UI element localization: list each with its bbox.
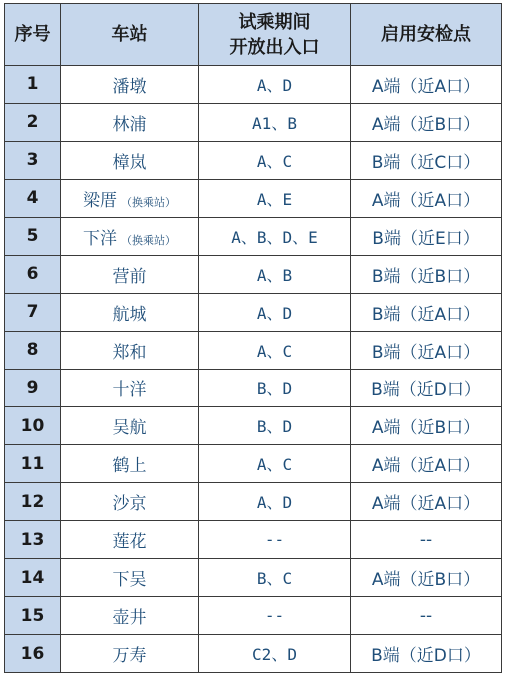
security-cell: B端（近D口） xyxy=(351,369,502,407)
station-cell xyxy=(61,141,199,179)
station-name: 吴航 xyxy=(112,418,147,439)
entrances-cell: B、D xyxy=(199,407,351,445)
row-index: 11 xyxy=(5,445,61,483)
station-cell xyxy=(61,66,199,104)
station-name: 郑和 xyxy=(112,342,147,363)
row-index: 4 xyxy=(5,179,61,217)
row-index: 2 xyxy=(5,103,61,141)
station-cell xyxy=(61,597,199,635)
security-cell: A端（近A口） xyxy=(351,66,502,104)
row-index: 6 xyxy=(5,255,61,293)
table-row xyxy=(5,217,502,255)
station-name: 十洋 xyxy=(112,380,147,401)
table-row xyxy=(5,331,502,369)
table-row xyxy=(5,559,502,597)
station-name: 下洋 xyxy=(83,228,117,249)
table-row xyxy=(5,255,502,293)
station-cell xyxy=(61,559,199,597)
header-station: 车站 xyxy=(61,4,199,66)
security-cell: B端（近B口） xyxy=(351,255,502,293)
security-cell: A端（近B口） xyxy=(351,103,502,141)
station-cell xyxy=(61,635,199,673)
table-row xyxy=(5,483,502,521)
table-row xyxy=(5,635,502,673)
row-index: 15 xyxy=(5,597,61,635)
row-index: 8 xyxy=(5,331,61,369)
row-index: 3 xyxy=(5,141,61,179)
station-cell xyxy=(61,369,199,407)
table-header-row xyxy=(5,4,502,66)
row-index: 10 xyxy=(5,407,61,445)
station-cell xyxy=(61,483,199,521)
row-index: 12 xyxy=(5,483,61,521)
station-table xyxy=(4,3,502,673)
security-cell: B端（近E口） xyxy=(351,217,502,255)
security-cell: A端（近A口） xyxy=(351,179,502,217)
table-row xyxy=(5,597,502,635)
station-cell xyxy=(61,217,199,255)
station-name: 营前 xyxy=(112,266,147,287)
station-cell xyxy=(61,255,199,293)
entrances-cell: C2、D xyxy=(199,635,351,673)
header-entrances-line2: 开放出入口 xyxy=(229,36,320,58)
station-name: 梁厝 xyxy=(83,190,117,211)
entrances-cell: -- xyxy=(199,521,351,559)
entrances-cell: A1、B xyxy=(199,103,351,141)
entrances-cell: A、E xyxy=(199,179,351,217)
station-cell xyxy=(61,445,199,483)
station-name: 万寿 xyxy=(112,646,147,667)
row-index: 13 xyxy=(5,521,61,559)
station-name: 潘墩 xyxy=(112,76,147,97)
station-name: 鹤上 xyxy=(112,456,147,477)
header-entrances-line1: 试乘期间 xyxy=(238,11,311,33)
row-index: 1 xyxy=(5,66,61,104)
station-cell xyxy=(61,179,199,217)
table-row xyxy=(5,369,502,407)
row-index: 5 xyxy=(5,217,61,255)
security-cell: A端（近A口） xyxy=(351,445,502,483)
station-cell xyxy=(61,293,199,331)
security-cell: B端（近D口） xyxy=(351,635,502,673)
entrances-cell: B、C xyxy=(199,559,351,597)
station-name: 沙京 xyxy=(112,494,147,515)
entrances-cell: A、D xyxy=(199,483,351,521)
station-name: 林浦 xyxy=(112,114,147,135)
station-name: 樟岚 xyxy=(112,152,147,173)
row-index: 16 xyxy=(5,635,61,673)
header-index: 序号 xyxy=(5,4,61,66)
security-cell: B端（近C口） xyxy=(351,141,502,179)
station-cell xyxy=(61,331,199,369)
station-cell xyxy=(61,103,199,141)
security-cell: A端（近B口） xyxy=(351,407,502,445)
table-row xyxy=(5,103,502,141)
entrances-cell: A、C xyxy=(199,331,351,369)
row-index: 14 xyxy=(5,559,61,597)
table-row xyxy=(5,179,502,217)
security-cell: B端（近A口） xyxy=(351,331,502,369)
header-security: 启用安检点 xyxy=(351,4,502,66)
entrances-cell: B、D xyxy=(199,369,351,407)
station-name: 壶井 xyxy=(112,608,147,629)
header-entrances xyxy=(199,4,351,66)
security-cell: A端（近A口） xyxy=(351,483,502,521)
entrances-cell: A、B xyxy=(199,255,351,293)
table-row xyxy=(5,521,502,559)
transfer-note: （换乘站） xyxy=(121,233,176,247)
row-index: 9 xyxy=(5,369,61,407)
table-row xyxy=(5,407,502,445)
entrances-cell: -- xyxy=(199,597,351,635)
entrances-cell: A、C xyxy=(199,445,351,483)
table-row xyxy=(5,445,502,483)
transfer-note: （换乘站） xyxy=(121,195,176,209)
entrances-cell: A、B、D、E xyxy=(199,217,351,255)
security-cell: -- xyxy=(351,521,502,559)
entrances-cell: A、C xyxy=(199,141,351,179)
entrances-cell: A、D xyxy=(199,293,351,331)
entrances-cell: A、D xyxy=(199,66,351,104)
table-row xyxy=(5,141,502,179)
station-cell xyxy=(61,521,199,559)
security-cell: B端（近A口） xyxy=(351,293,502,331)
station-name: 莲花 xyxy=(112,532,147,553)
station-name: 航城 xyxy=(112,304,147,325)
table-row xyxy=(5,293,502,331)
security-cell: A端（近B口） xyxy=(351,559,502,597)
station-name: 下吴 xyxy=(112,570,147,591)
row-index: 7 xyxy=(5,293,61,331)
security-cell: -- xyxy=(351,597,502,635)
station-cell xyxy=(61,407,199,445)
table-row xyxy=(5,66,502,104)
